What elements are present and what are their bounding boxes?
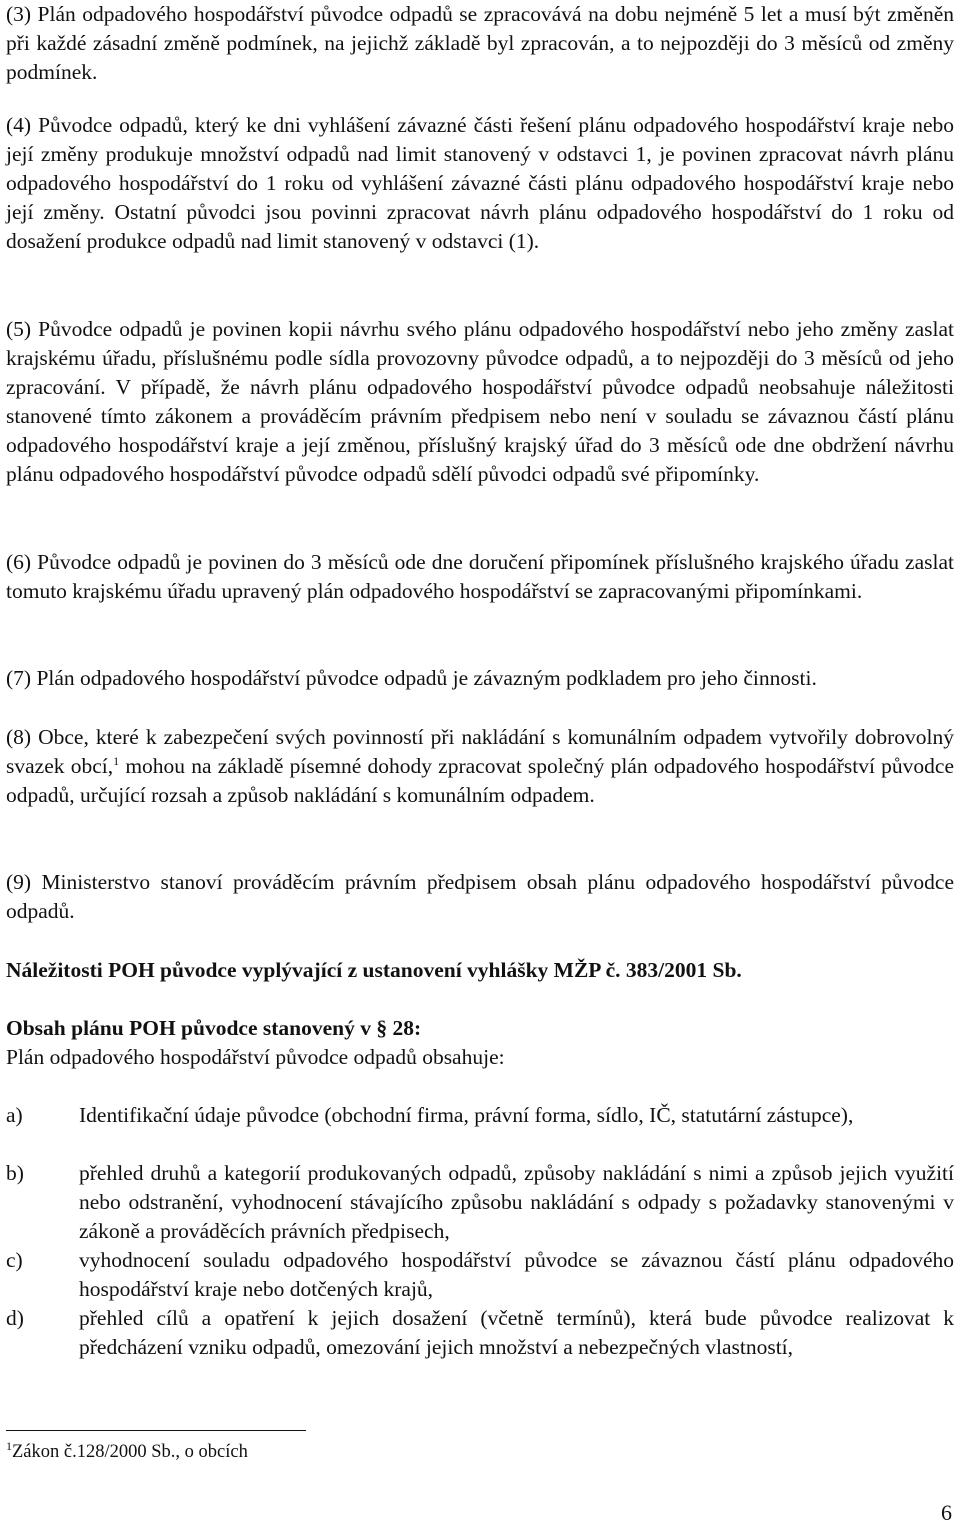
list-item [6,1304,954,1362]
paragraph-7: (7) Plán odpadového hospodářství původce odpadů je závazným podkladem pro jeho činnosti. [6,666,817,690]
footnote-number: 1 [6,1438,12,1453]
footnote-reference: 1 [113,753,120,768]
list-item-text: přehled cílů a opatření k jejich dosažení (včetně termínů), která bude původce realizovat k předcházení vzniku odpadů, omezování jejich množství a nebezpečných vlastností, [79,1306,954,1359]
list-item [6,1101,954,1130]
paragraph-8-text-end: mohou na základě písemné dohody zpracovat společný plán odpadového hospodářství původce odpadů, určující rozsah a způsob nakládání s komunálním odpadem. [6,754,955,807]
list-marker: d) [6,1306,24,1330]
paragraph-8 [6,723,954,810]
paragraph-5: (5) Původce odpadů je povinen kopii návrhu svého plánu odpadového hospodářství nebo jeho změny zaslat krajskému úřadu, příslušnému podle sídla provozovny původce odpadů, a to nejpozději do 3 měsíců od jeho zpracování. V případě, že návrh plánu odpadového hospodářství původce odpadů neobsahuje náležitosti stanovené tímto zákonem a prováděcím právním předpisem nebo není v souladu se závaznou částí plánu odpadového hospodářství kraje a její změnou, příslušný krajský úřad do 3 měsíců ode dne obdržení návrhu plánu odpadového hospodářství původce odpadů sdělí původci odpadů své připomínky. [6,317,954,486]
paragraph-3: (3) Plán odpadového hospodářství původce odpadů se zpracovává na dobu nejméně 5 let a musí být změněn při každé zásadní změně podmínek, na jejichž základě byl zpracován, a to nejpozději do 3 měsíců od změny podmínek. [6,2,954,84]
list-item [6,1159,954,1246]
list-marker: c) [6,1248,23,1272]
footnote-text: Zákon č.128/2000 Sb., o obcích [12,1442,248,1462]
paragraph-9: (9) Ministerstvo stanoví prováděcím právním předpisem obsah plánu odpadového hospodářství původce odpadů. [6,870,954,923]
list-marker: a) [6,1103,23,1127]
list-item-text: Identifikační údaje původce (obchodní firma, právní forma, sídlo, IČ, statutární zástupce), [79,1103,854,1127]
list-marker: b) [6,1161,24,1185]
paragraph-6: (6) Původce odpadů je povinen do 3 měsíců ode dne doručení připomínek příslušného krajského úřadu zaslat tomuto krajskému úřadu upravený plán odpadového hospodářství se zapracovanými připomínkami. [6,550,954,603]
requirements-heading: Náležitosti POH původce vyplývající z ustanovení vyhlášky MŽP č. 383/2001 Sb. [6,958,742,982]
footnote-divider [6,1430,306,1431]
paragraph-8-text-start: (8) Obce, které k zabezpečení svých povinností při nakládání s komunálním odpadem vytvořily dobrovolný svazek obcí, [6,725,954,778]
content-intro: Plán odpadového hospodářství původce odpadů obsahuje: [6,1045,505,1069]
list-item-text: přehled druhů a kategorií produkovaných odpadů, způsoby nakládání s nimi a způsob jejich využití nebo odstranění, vyhodnocení stávajícího způsobu nakládání s odpady s požadavky stanovenými v zákoně a prováděcích právních předpisech, [79,1161,954,1243]
list-item-text: vyhodnocení souladu odpadového hospodářství původce se závaznou částí plánu odpadového hospodářství kraje nebo dotčených krajů, [79,1248,954,1301]
list-item [6,1246,954,1304]
content-heading: Obsah plánu POH původce stanovený v § 28: [6,1016,422,1040]
footnote [6,1439,248,1465]
page-number: 6 [941,1500,952,1525]
paragraph-4: (4) Původce odpadů, který ke dni vyhlášení závazné části řešení plánu odpadového hospodářství kraje nebo její změny produkuje množství odpadů nad limit stanovený v odstavci 1, je povinen zpracovat návrh plánu odpadového hospodářství do 1 roku od vyhlášení závazné části plánu odpadového hospodářství kraje nebo její změny. Ostatní původci jsou povinni zpracovat návrh plánu odpadového hospodářství do 1 roku od dosažení produkce odpadů nad limit stanovený v odstavci (1). [6,113,954,253]
